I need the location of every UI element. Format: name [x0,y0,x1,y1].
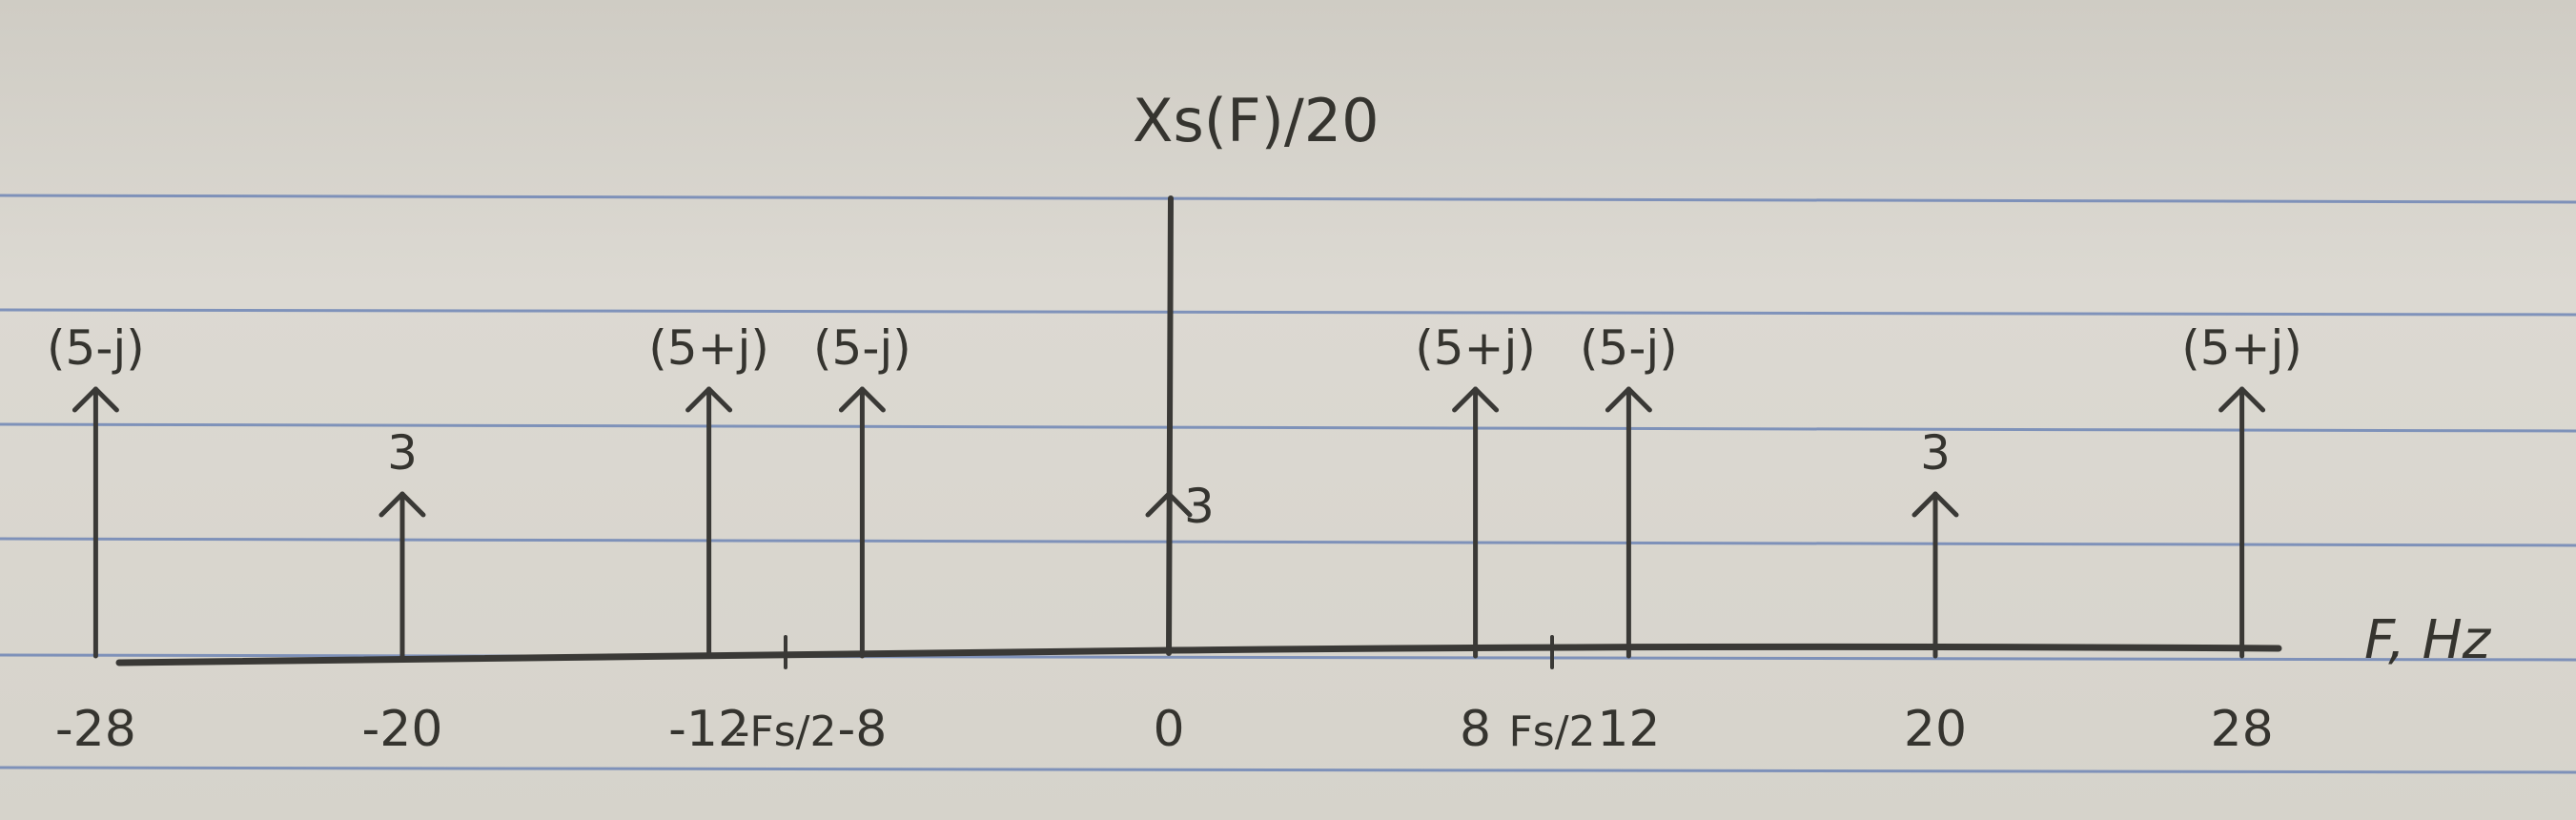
tick-4 [837,701,887,758]
impulse-group [47,320,2302,656]
impulse-label: 3 [1920,425,1951,481]
impulse-5 [1415,320,1536,656]
impulse-label: (5-j) [47,320,145,376]
impulse-label: 3 [1184,479,1215,534]
tick-label: -12 [668,701,750,758]
tick-5 [1153,701,1184,758]
tick-6 [1460,701,1491,758]
tick-9 [1904,701,1967,758]
impulse-6 [1580,320,1678,656]
tick-label: 12 [1597,701,1661,758]
x-unit-label: F, Hz [2364,609,2491,671]
impulse-7 [1914,425,1956,656]
impulse-label: (5+j) [648,320,769,376]
impulse-label: (5+j) [1415,320,1536,376]
impulse-8 [2181,320,2302,656]
ruled-line [0,310,2576,315]
impulse-3 [813,320,911,656]
impulse-label: (5-j) [1580,320,1678,376]
tick-label: 20 [1903,701,1968,758]
ruled-line [0,768,2576,772]
impulse-0 [47,320,145,656]
amplitude-axis [1169,198,1171,653]
impulse-label: 3 [387,425,418,481]
tick-7 [1508,637,1595,756]
impulse-4 [1148,479,1215,534]
plot-title: Xs(F)/20 [1133,86,1380,155]
impulse-2 [648,320,769,656]
impulse-label: (5+j) [2181,320,2302,376]
tick-0 [55,701,136,758]
tick-label: -20 [361,701,443,758]
tick-10 [2211,701,2274,758]
tick-label: -Fs/2 [734,707,837,756]
tick-label: -28 [54,701,136,758]
ruled-line [0,539,2576,545]
tick-1 [362,701,443,758]
impulse-label: (5-j) [813,320,911,376]
tick-8 [1597,701,1660,758]
ruled-line [0,195,2576,202]
tick-label: 8 [1460,701,1492,758]
tick-label: -8 [837,701,888,758]
tick-label: 0 [1153,701,1185,758]
ruled-lines [0,195,2576,772]
tick-label: Fs/2 [1508,707,1596,756]
tick-label: 28 [2210,701,2274,758]
